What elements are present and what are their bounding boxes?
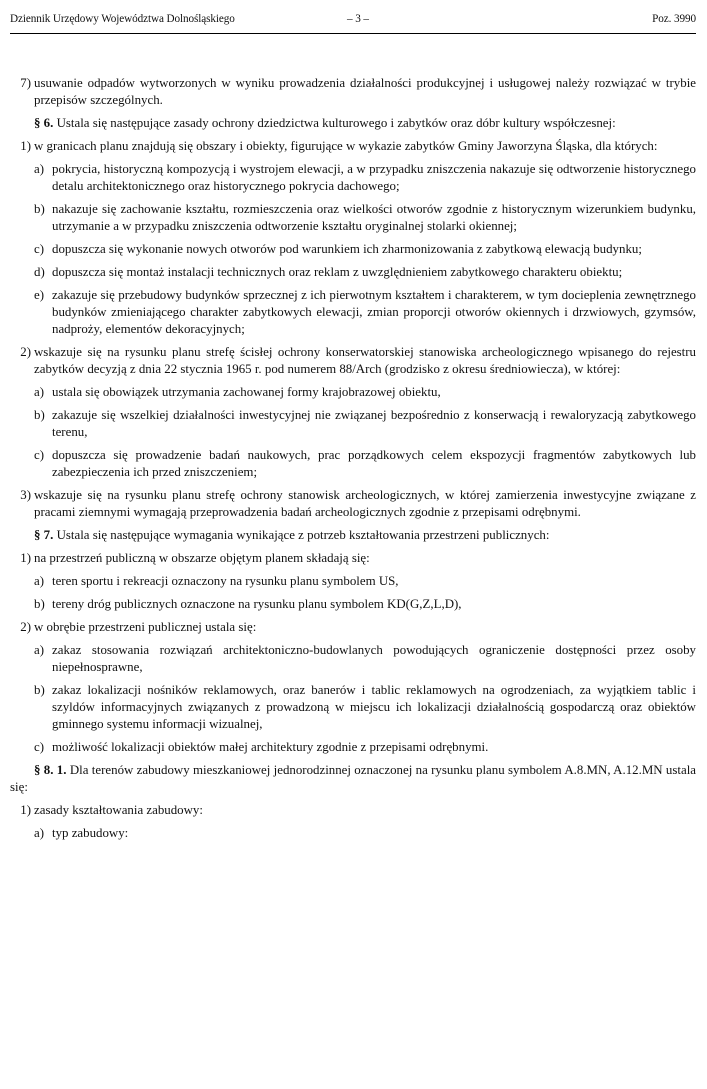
list-item: a) zakaz stosowania rozwiązań architektoniczno-budowlanych powodujących ograniczenie dostępności przez osoby niepełnosprawne, (34, 643, 696, 674)
list-item: b) zakaz lokalizacji nośników reklamowych, oraz banerów i tablic reklamowych na ogrodzeniach, za wyjątkiem tablic i szyldów informacyjnych związanych z prowadzoną w miejscu ich lokalizacji działalnością gospodarczą oraz obiektów gminnego systemu informacji wizualnej, (34, 683, 696, 731)
list-item: c) możliwość lokalizacji obiektów małej architektury zgodnie z przepisami odrębnymi. (34, 740, 489, 754)
list-item: 2) wskazuje się na rysunku planu strefę ścisłej ochrony konserwatorskiej stanowiska archeologicznego wpisanego do rejestru zabytków decyzją z dnia 22 stycznia 1965 r. pod numerem 88/Arch (grodzisko z okresu średniowiecza), w której: (20, 345, 696, 376)
list-item: 2) w obrębie przestrzeni publicznej ustala się: (20, 620, 257, 634)
list-item: 1) na przestrzeń publiczną w obszarze objętym planem składają się: (20, 551, 370, 565)
list-item: b) zakazuje się wszelkiej działalności inwestycyjnej nie związanej bezpośrednio z konserwacją i rewaloryzacją zabytkowego terenu, (34, 408, 696, 439)
section-7: § 7. Ustala się następujące wymagania wynikające z potrzeb kształtowania przestrzeni publicznych: (34, 528, 550, 542)
page-number: – 3 – (347, 13, 369, 25)
header-rule (10, 33, 696, 34)
list-item: c) dopuszcza się wykonanie nowych otworów pod warunkiem ich zharmonizowania z zabytkową elewacją budynku; (34, 242, 642, 256)
page-header (10, 0, 696, 34)
list-item: b) nakazuje się zachowanie kształtu, rozmieszczenia oraz wielkości otworów zgodnie z historycznym wizerunkiem budynku, utrzymanie a w przypadku zniszczenia odtworzenie kształtu oryginalnej stolarki okiennej; (34, 202, 696, 233)
list-item: d) dopuszcza się montaż instalacji technicznych oraz reklam z uwzględnieniem zabytkowego charakteru obiektu; (34, 265, 623, 279)
list-item: e) zakazuje się przebudowy budynków sprzecznej z ich pierwotnym kształtem i charakterem, w tym docieplenia zewnętrznego budynków zmieniającego charakter zabytkowych elewacji, zmian proporcji otworów okiennych i drzwiowych, gzymsów, nadproży, elementów dekoracyjnych; (34, 288, 696, 336)
list-item: 1) zasady kształtowania zabudowy: (20, 803, 203, 817)
list-item: b) tereny dróg publicznych oznaczone na rysunku planu symbolem KD(G,Z,L,D), (34, 597, 462, 611)
list-item: a) teren sportu i rekreacji oznaczony na rysunku planu symbolem US, (34, 574, 399, 588)
list-item: a) pokrycia, historyczną kompozycją i wystrojem elewacji, a w przypadku zniszczenia nakazuje się odtworzenie historycznego detalu architektonicznego oraz historycznego pokrycia dachowego; (34, 162, 696, 193)
list-item: 7) usuwanie odpadów wytworzonych w wyniku prowadzenia działalności produkcyjnej i usługowej należy rozwiązać w trybie przepisów szczególnych. (20, 76, 696, 107)
position-number: Poz. 3990 (652, 13, 696, 25)
list-item: a) ustala się obowiązek utrzymania zachowanej formy krajobrazowej obiektu, (34, 385, 441, 399)
journal-title: Dziennik Urzędowy Województwa Dolnośląskiego (10, 13, 235, 25)
list-item: a) typ zabudowy: (34, 826, 129, 840)
list-item: c) dopuszcza się prowadzenie badań naukowych, prac porządkowych celem ekspozycji fragmentów zabytkowych lub zabezpieczenia ich przed zniszczeniem; (34, 448, 696, 479)
list-item: 1) w granicach planu znajdują się obszary i obiekty, figurujące w wykazie zabytków Gminy Jaworzyna Śląska, dla których: (20, 139, 658, 153)
document-body (10, 75, 696, 848)
section-8: § 8. 1. Dla terenów zabudowy mieszkaniowej jednorodzinnej oznaczonej na rysunku planu symbolem A.8.MN, A.12.MN ustala się: (10, 763, 696, 794)
list-item: 3) wskazuje się na rysunku planu strefę ochrony stanowisk archeologicznych, w której zamierzenia inwestycyjne związane z pracami ziemnymi wymagają przeprowadzenia badań archeologicznych zgodnie z przepisami odrębnymi. (20, 488, 696, 519)
section-6: § 6. Ustala się następujące zasady ochrony dziedzictwa kulturowego i zabytków oraz dóbr kultury współczesnej: (34, 116, 616, 130)
